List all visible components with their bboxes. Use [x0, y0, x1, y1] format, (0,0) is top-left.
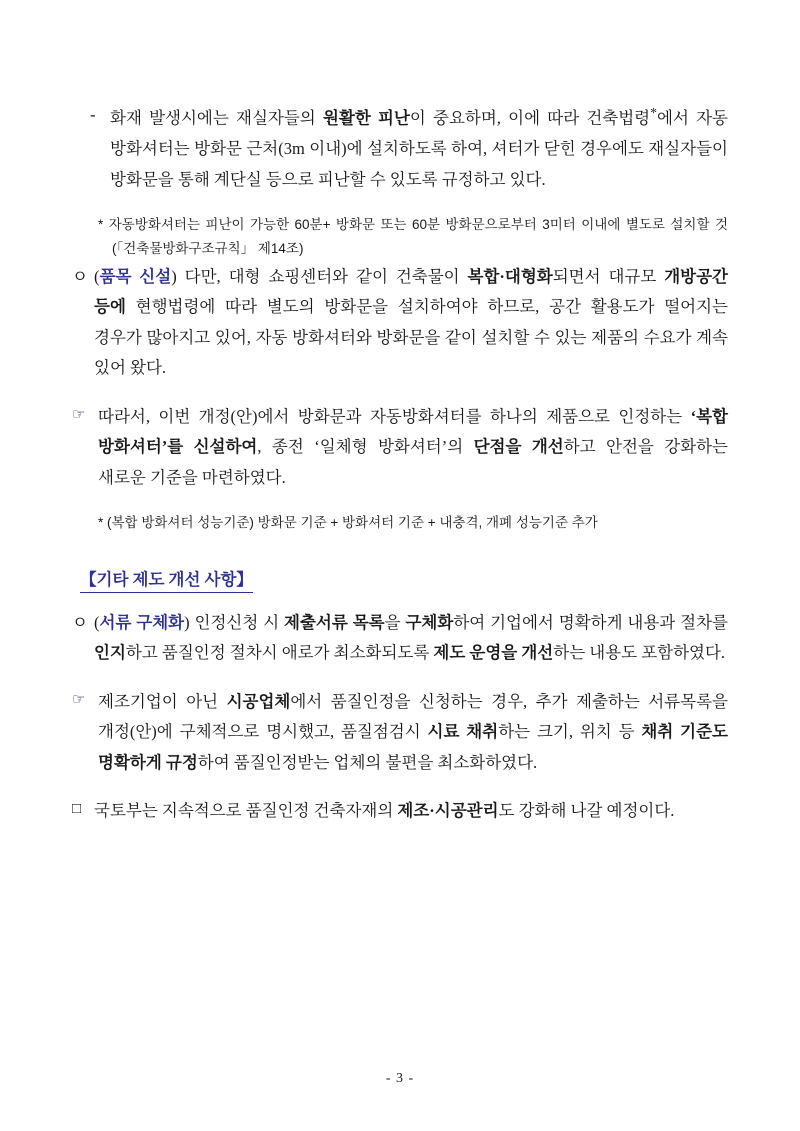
text-run: ( [94, 612, 100, 632]
text-run: 원활한 피난 [322, 108, 410, 128]
text-run: 하는 내용도 포함하였다. [553, 643, 726, 663]
footnote: * 자동방화셔터는 피난이 가능한 60분+ 방화문 또는 60분 방화문으로부터 3미터 이내에 별도로 설치할 것(「건축물방화구조규칙」 제14조) [98, 217, 728, 257]
paragraph-block [72, 608, 728, 669]
paragraph [72, 796, 728, 827]
text-run: 이 중요하며, 이에 따라 건축법령 [409, 108, 651, 128]
text-run: 단점을 개선 [473, 437, 564, 457]
paragraph-text [94, 608, 728, 669]
paragraph-text [94, 796, 728, 827]
paragraph-text [94, 262, 728, 384]
list-marker-hand: ☞ [72, 691, 86, 708]
paragraph [72, 402, 728, 494]
text-run: 채취 기준도 명확하게 규정 [98, 722, 728, 772]
text-run: 현행법령에 따라 별도의 방화문을 설치하여야 하므로, 공간 활용도가 떨어지는 경우가 많아지고 있어, 자동 방화셔터와 방화문을 같이 설치할 수 있는 제품의 수요가 계속 있어 왔다. [94, 297, 728, 378]
paragraph-text [110, 100, 728, 195]
paragraph-block [72, 100, 728, 195]
text-run: 에서 품질인정을 신청하는 경우, 추가 제출하는 서류목록을 개정(안)에 구체적으로 명시했고, 품질점검시 [98, 691, 728, 742]
text-run: 국토부는 지속적으로 품질인정 건축자재의 [94, 801, 398, 821]
page-number: - 3 - [385, 1071, 415, 1086]
text-run: 제조·시공관리 [397, 801, 499, 821]
text-run: 하고 품질인정 절차시 애로가 최소화되도록 [125, 643, 434, 663]
text-run: 하여 기업에서 명확하게 내용과 절차를 [453, 612, 728, 632]
paragraph-text [98, 402, 728, 494]
paragraph-text [98, 687, 728, 779]
text-run: 따라서, 이번 개정(안)에서 방화문과 자동방화셔터를 하나의 제품으로 인정하는 [98, 406, 691, 426]
text-run: 복합·대형화 [467, 266, 553, 286]
list-marker-square: □ [72, 801, 82, 818]
section-heading-text: 【기타 제도 개선 사항】 [80, 569, 253, 589]
text-run: 에서 자동 방화셔터는 방화문 근처(3m 이내)에 설치하도록 하여, 셔터가 닫힌 경우에도 재실자들이 방화문을 통해 계단실 등으로 피난할 수 있도록 규정하고 있다. [110, 108, 728, 189]
document-content [72, 100, 728, 827]
paragraph [72, 100, 728, 195]
text-run: 제도 운영을 개선 [433, 643, 554, 663]
text-run: ) 다만, 대형 쇼핑센터와 같이 건축물이 [171, 266, 468, 286]
text-run: 을 [384, 612, 406, 632]
text-run: , 종전 ‘일체형 방화셔터’의 [257, 437, 474, 457]
text-run: ‘복합 방화셔터’를 신설하여 [98, 406, 728, 457]
text-run: 품목 신설 [99, 266, 172, 286]
footnote: * (복합 방화셔터 성능기준) 방화문 기준 + 방화셔터 기준 + 내충격, 개폐 성능기준 추가 [98, 515, 598, 531]
text-run: 인지 [94, 643, 126, 663]
paragraph [72, 608, 728, 669]
text-run: 시공업체 [226, 691, 291, 711]
text-run: * [650, 105, 657, 120]
text-run: ) 인정신청 시 [184, 612, 285, 632]
text-run: 제출서류 목록 [284, 612, 385, 632]
paragraph [72, 262, 728, 384]
text-run: 되면서 대규모 [552, 266, 665, 286]
list-marker-circ: ㅇ [72, 266, 88, 286]
text-run: 하는 크기, 위치 등 [498, 722, 642, 742]
list-marker-hand: ☞ [72, 406, 86, 423]
text-run: 화재 발생시에는 재실자들의 [110, 108, 323, 128]
paragraph-block [72, 796, 728, 827]
paragraph-block [72, 402, 728, 494]
paragraph-block [72, 687, 728, 779]
text-run: 서류 구체화 [99, 612, 185, 632]
list-marker-dash: - [90, 105, 96, 124]
text-run: ( [94, 266, 100, 286]
text-run: 개방공간 등에 [94, 266, 728, 317]
paragraph-block [72, 262, 728, 384]
list-marker-circ: ㅇ [72, 612, 88, 632]
text-run: 구체화 [405, 612, 454, 632]
text-run: 시료 채취 [427, 722, 499, 742]
text-run: 하여 품질인정받는 업체의 불편을 최소화하였다. [197, 752, 538, 772]
section-heading-wrap [72, 536, 728, 608]
text-run: 제조기업이 아닌 [98, 691, 227, 711]
paragraph [72, 687, 728, 779]
section-heading [80, 566, 253, 590]
text-run: 하고 안전을 강화하는 새로운 기준을 마련하였다. [98, 437, 728, 487]
section-heading-underline [80, 592, 253, 593]
text-run: 도 강화해 나갈 예정이다. [498, 801, 675, 821]
